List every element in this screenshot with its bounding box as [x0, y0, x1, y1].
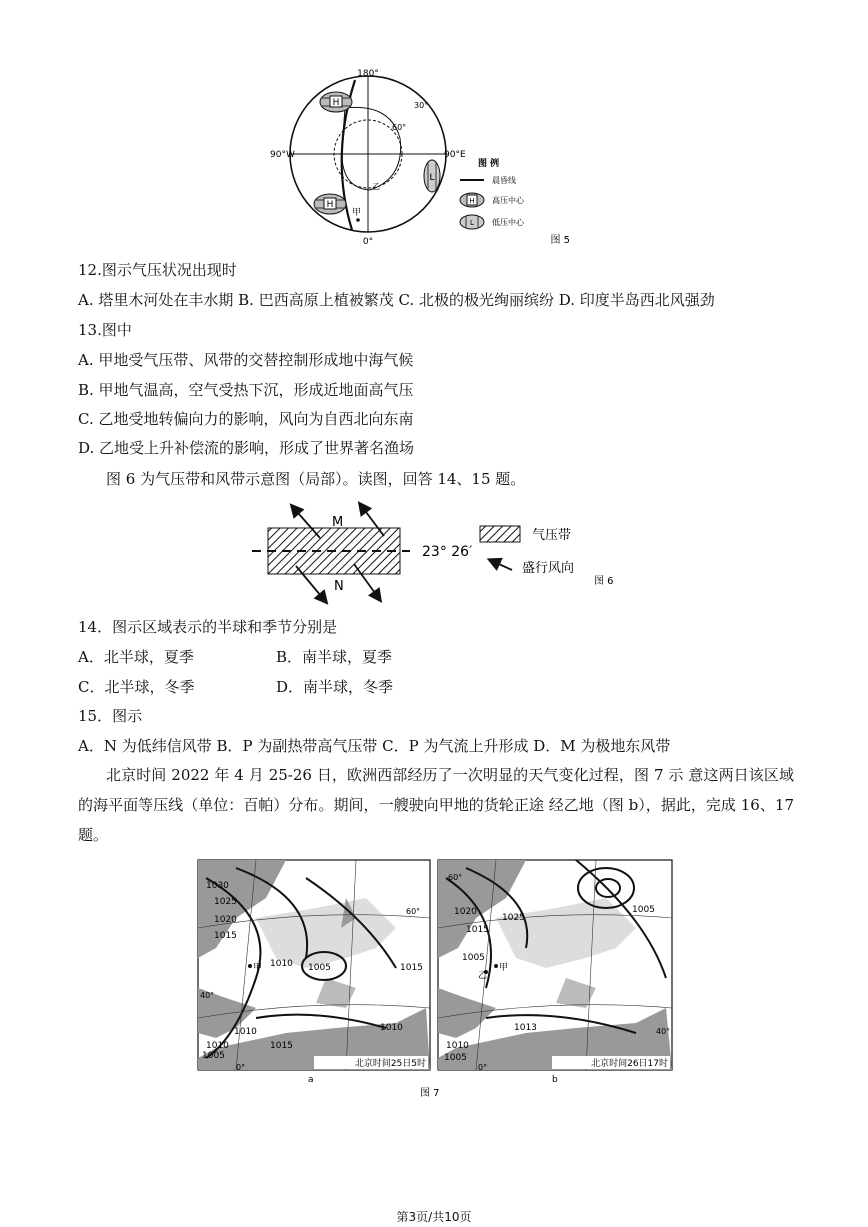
map-a-time: 北京时间25日5时 [354, 1059, 426, 1069]
isobar-label: 1010 [234, 1027, 257, 1037]
q13-option-b: B. 甲地气温高，空气受热下沉，形成近地面高气压 [78, 381, 414, 399]
isobar-label: 1015 [214, 931, 237, 941]
svg-text:H: H [326, 200, 334, 210]
isobar-label: 1015 [466, 925, 489, 935]
label-n: N [334, 579, 344, 594]
lat-label: 0° [236, 1063, 246, 1072]
isobar-label: 1010 [446, 1041, 469, 1051]
q12-stem: 12.图示气压状况出现时 [78, 261, 237, 279]
q14-option-a: A．北半球，夏季 [78, 648, 194, 666]
point-jia: 甲 [352, 208, 362, 218]
fig5-high-bottom [314, 194, 346, 214]
q14-option-d: D．南半球，冬季 [276, 678, 394, 696]
isobar-label: 1005 [202, 1051, 225, 1061]
isobar-label: 1030 [206, 881, 229, 891]
fig5-lon-bottom: 0° [362, 237, 374, 247]
lat-label: 60° [448, 873, 463, 882]
fig5-lon-top: 180° [357, 69, 379, 79]
map-b-point-jia: 甲 [499, 963, 509, 973]
figure-6 [250, 498, 620, 608]
lat-label: 40° [656, 1027, 671, 1036]
svg-text:H: H [469, 197, 475, 205]
fig5-lat30: 30° [414, 101, 429, 110]
figure-7 [196, 858, 676, 1098]
isobar-label: 1005 [308, 963, 331, 973]
map-a [198, 860, 430, 1085]
q13-option-c: C. 乙地受地转偏向力的影响，风向为自西北向东南 [78, 410, 414, 428]
map-b-time: 北京时间26日17时 [591, 1059, 668, 1069]
legend-wind: 盛行风向 [522, 561, 575, 576]
point-yi: 乙 [372, 182, 380, 191]
map-a-label: a [308, 1075, 314, 1085]
intro-figure-6: 图 6 为气压带和风带示意图（局部）。读图，回答 14、15 题。 [106, 470, 526, 488]
fig5-legend-title: 图 例 [478, 159, 500, 169]
fig5-low-right [424, 160, 440, 192]
isobar-label: 1005 [444, 1053, 467, 1063]
q14-stem: 14．图示区域表示的半球和季节分别是 [78, 618, 338, 636]
isobar-label: 1020 [454, 907, 477, 917]
q14-option-c: C．北半球，冬季 [78, 678, 195, 696]
fig6-caption: 图 6 [594, 576, 614, 587]
high-label: H [332, 98, 340, 108]
lat-label: 40° [200, 991, 215, 1000]
isobar-label: 1005 [462, 953, 485, 963]
isobar-label: 1010 [206, 1041, 229, 1051]
isobar-label: 1010 [270, 959, 293, 969]
q13-stem: 13.图中 [78, 321, 132, 339]
isobar-label: 1005 [632, 905, 655, 915]
map-b-point-yi: 乙 [478, 971, 488, 981]
legend-low: 低压中心 [492, 218, 524, 227]
fig5-lon-left: 90°W [270, 150, 295, 160]
svg-text:L: L [429, 173, 435, 183]
q12-options: A. 塔里木河处在丰水期 B. 巴西高原上植被繁茂 C. 北极的极光绚丽缤纷 D. 印度半岛西北风强劲 [78, 291, 715, 309]
isobar-label: 1025 [214, 897, 237, 907]
isobar-label: 1015 [270, 1041, 293, 1051]
isobar-label: 1025 [502, 913, 525, 923]
lat-label: 60° [406, 907, 421, 916]
legend-belt: 气压带 [532, 528, 572, 543]
isobar-label: 1020 [214, 915, 237, 925]
latitude-label: 23° 26′ [422, 544, 473, 560]
isobar-label: 1010 [380, 1023, 403, 1033]
q13-option-d: D. 乙地受上升补偿流的影响，形成了世界著名渔场 [78, 439, 415, 457]
legend-terminator: 晨昏线 [492, 176, 516, 185]
fig5-high-top [320, 92, 352, 112]
page-footer: 第3页/共10页 [396, 1210, 472, 1224]
isobar-label: 1015 [400, 963, 423, 973]
fig5-lat60: 60° [392, 123, 407, 132]
map-b [438, 860, 672, 1085]
intro-figure-7: 北京时间 2022 年 4 月 25-26 日，欧洲西部经历了一次明显的天气变化过程，图 7 示 意这两日该区域的海平面等压线（单位：百帕）分布。期间，一艘驶向甲地的货轮正途 经乙地（图 b），据此，完成 16、17 题。 [78, 766, 794, 844]
q14-option-b: B．南半球，夏季 [276, 648, 393, 666]
q13-option-a: A. 甲地受气压带、风带的交替控制形成地中海气候 [78, 351, 414, 369]
figure-5 [260, 68, 580, 248]
q15-stem: 15．图示 [78, 707, 143, 725]
fig5-lon-right: 90°E [444, 150, 466, 160]
isobar-label: 1013 [514, 1023, 537, 1033]
fig5-caption: 图 5 [550, 235, 570, 246]
svg-text:L: L [470, 219, 474, 227]
legend-high: 高压中心 [492, 196, 524, 205]
label-m: M [332, 515, 344, 530]
lat-label: 0° [478, 1063, 488, 1072]
map-a-point-jia: 甲 [253, 963, 263, 973]
q15-options: A．N 为低纬信风带 B．P 为副热带高气压带 C．P 为气流上升形成 D．M 为极地东风带 [78, 737, 671, 755]
map-b-label: b [552, 1075, 558, 1085]
fig7-caption: 图 7 [420, 1088, 440, 1098]
